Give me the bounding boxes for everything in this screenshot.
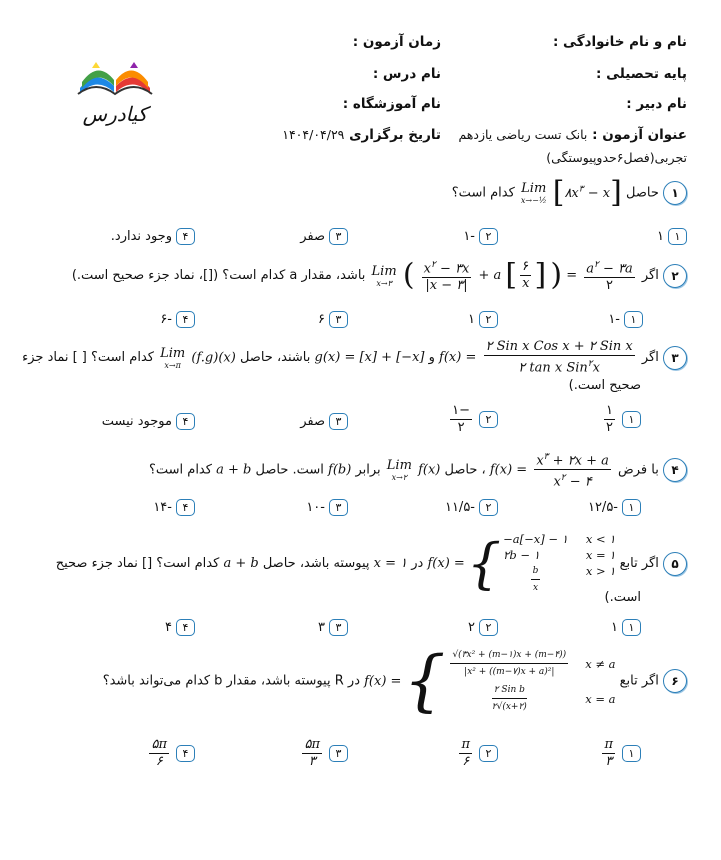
option-text: صفر: [300, 414, 325, 429]
option-1[interactable]: [588, 499, 641, 516]
option-number: ۱: [622, 499, 641, 516]
option-number: ۱: [622, 411, 641, 428]
option-number: ۱: [668, 228, 687, 245]
option-3[interactable]: [318, 311, 348, 328]
question-text: با فرض: [618, 462, 659, 478]
option-text: ۱: [611, 620, 618, 635]
logo-text: کیادرس: [82, 102, 148, 126]
option-1[interactable]: ۱ $\frac{\pi}{۳}$: [599, 738, 641, 769]
option-number: ۲: [479, 228, 498, 245]
option-text: -۶: [160, 312, 172, 327]
question-text-mid: باشند، حاصل: [239, 350, 311, 366]
option-number: ۱: [622, 619, 641, 636]
question-3: ۳ اگر f(x) = $\frac{\text{۲ Sin x Cos x + ۲ Sin x}}{۲ \tan x Sin^۲x}$ و g(x) = [x] + [−x] باشند، حاصل Lim x→π (f.g)(x) کدام است؟ [ ] نماد جزء: [22, 340, 687, 375]
question-text: اگر: [641, 268, 659, 284]
option-number: ۴: [176, 499, 195, 516]
option-number: ۴: [176, 745, 195, 762]
option-number: ۳: [329, 499, 348, 516]
question-5: ۵ اگر تابع f(x) = { −a[−x] − ۱ x < ۱ ۲b − ۱ x = ۱ $\frac{b}{x}$ x > ۱ در x = ۱ پیوسته باشد، حاصل a + b کدام است؟ [] نماد جزء صحیح: [56, 532, 687, 595]
option-3[interactable]: ۳ $\frac{۵\pi}{۳}$: [299, 738, 348, 769]
option-4[interactable]: [165, 619, 195, 636]
option-text: وجود ندارد.: [110, 229, 172, 244]
question-text: اگر تابع: [619, 673, 659, 689]
option-4[interactable]: [153, 499, 195, 516]
question-1: [451, 175, 687, 210]
option-text: -۱۱/۵: [444, 500, 475, 515]
formula: Lim x→−½ $[۸x^۳ - x]$: [520, 175, 622, 210]
option-1[interactable]: [657, 228, 687, 245]
option-3[interactable]: [300, 228, 348, 245]
question-and: و: [428, 350, 435, 366]
option-text: ۲: [468, 620, 475, 635]
option-4[interactable]: ۴ $\frac{۵\pi}{۶}$: [146, 738, 195, 769]
exam-title-value: بانک تست ریاضی یازدهم: [458, 127, 588, 142]
option-number: ۲: [479, 619, 498, 636]
question-text-end: کدام است؟ [ ] نماد جزء: [22, 350, 154, 366]
option-3[interactable]: [300, 413, 348, 430]
question-text-mid: ، حاصل: [444, 462, 486, 478]
date-label: تاریخ برگزاری: [349, 127, 441, 143]
question-2: [72, 258, 687, 293]
question-text-end: کدام است؟ [] نماد جزء صحیح: [55, 556, 220, 571]
limit-operator: Lim x→π: [160, 345, 186, 370]
option-3[interactable]: [306, 499, 348, 516]
option-text: ۱: [468, 312, 475, 327]
option-2[interactable]: [468, 619, 498, 636]
option-text: موجود نیست: [101, 414, 172, 429]
option-number: ۳: [329, 619, 348, 636]
teacher-label: نام دبیر :: [626, 96, 687, 112]
date-value: ۱۴۰۴/۰۴/۲۹: [282, 127, 345, 142]
option-number: ۲: [479, 745, 498, 762]
exam-date: [282, 127, 441, 143]
question-number: ۲: [663, 264, 687, 288]
option-text: -۱۰: [306, 500, 325, 515]
exam-title-value2: تجربی(فصل۶حدوپیوستگی): [546, 150, 687, 165]
option-text: ۶: [318, 312, 325, 327]
question-text-mid: در: [411, 556, 424, 571]
school-label: نام آموزشگاه :: [342, 96, 441, 112]
question-number: ۳: [663, 346, 687, 370]
option-text: ۱: [657, 229, 664, 244]
option-number: ۲: [479, 499, 498, 516]
question-4: ۴ با فرض f(x) = $\frac{x^۳ + ۲x + a}{x^۲ - ۴}$ ، حاصل Lim x→۲ f(x) برابر f(b) است. حاصل a + b کدام است؟: [149, 450, 687, 490]
course-label: نام درس :: [372, 66, 441, 82]
question-text-mid2: برابر: [355, 462, 381, 478]
option-2[interactable]: [468, 311, 498, 328]
question-text: اگر تابع: [619, 556, 659, 571]
limit-operator: Lim x→۳: [371, 263, 397, 288]
logo: [72, 48, 158, 134]
option-4[interactable]: [102, 413, 195, 430]
option-3[interactable]: [318, 619, 348, 636]
question-number: ۱: [663, 181, 687, 205]
option-text: -۱۴: [153, 500, 172, 515]
option-number: ۳: [329, 311, 348, 328]
option-text: ۳: [318, 620, 325, 635]
formula: Lim x→۳ ( $\frac{x^۲ - ۳x}{|x - ۳|}$ + a [ $\frac{۶}{x}$ ] ) = $\frac{a^۲ - ۳a}{۲}$: [371, 257, 633, 294]
option-1[interactable]: ۱ $\frac{۱}{۲}$: [601, 404, 641, 435]
exam-title-label: عنوان آزمون :: [592, 127, 687, 143]
option-text: ۴: [165, 620, 172, 635]
option-text: -۱: [608, 312, 620, 327]
question-number: ۵: [663, 552, 687, 576]
question-text-post: است. حاصل: [255, 462, 324, 478]
option-number: ۲: [479, 311, 498, 328]
exam-title: [458, 127, 687, 143]
question-text-end: کدام است؟: [148, 462, 212, 478]
option-2[interactable]: [445, 499, 498, 516]
question-text-end: کدام است؟: [451, 185, 515, 201]
family-label: نام و نام خانوادگی :: [552, 34, 687, 50]
question-number: ۶: [663, 669, 687, 693]
option-4[interactable]: [111, 228, 195, 245]
option-2[interactable]: ۲ $\frac{\pi}{۶}$: [456, 738, 498, 769]
question-text-end: در R پیوسته باشد، مقدار b کدام می‌تواند باشد؟: [102, 673, 360, 689]
question-text-mid2: پیوسته باشد، حاصل: [262, 556, 370, 571]
question-number: ۴: [663, 458, 687, 482]
option-number: ۳: [329, 413, 348, 430]
option-number: ۳: [329, 745, 348, 762]
option-number: ۲: [479, 411, 498, 428]
question-3-line2: صحیح است.): [568, 378, 641, 393]
option-text: صفر: [300, 229, 325, 244]
option-4[interactable]: [160, 311, 195, 328]
limit-operator: Lim x→−½: [520, 181, 547, 205]
option-text: -۱۲/۵: [587, 500, 618, 515]
option-number: ۳: [329, 228, 348, 245]
option-2[interactable]: [463, 228, 498, 245]
grade-label: پایه تحصیلی :: [596, 66, 687, 82]
option-1[interactable]: [611, 619, 641, 636]
option-2[interactable]: ۲ $\frac{-۱}{۲}$: [447, 404, 498, 435]
option-text: -۱: [463, 229, 475, 244]
question-5-line2: است.): [604, 590, 641, 605]
exam-time-label: زمان آزمون :: [352, 34, 441, 50]
limit-operator: Lim x→۲: [386, 457, 412, 482]
option-number: ۴: [176, 228, 195, 245]
question-text-end: باشد، مقدار a کدام است؟ ([]، نماد جزء صحیح است.): [71, 268, 366, 284]
question-6: ۶ اگر تابع f(x) = { $\frac{\text{√(۳x² + (m−۱)x + (m−۴))}}{\text{|x² + ((m−۷)x + a)²|}}$ x ≠ a $\frac{\text{۲ Sin b}}{۲√(x+۲)}$ x = a در R پیوسته باشد، مقدار b کدام می‌تواند باشد؟: [103, 648, 687, 714]
option-number: ۴: [176, 311, 195, 328]
question-text: اگر: [641, 350, 659, 366]
option-number: ۱: [624, 311, 643, 328]
option-number: ۴: [176, 413, 195, 430]
question-text: حاصل: [625, 185, 659, 201]
option-number: ۱: [622, 745, 641, 762]
option-1[interactable]: [608, 311, 643, 328]
option-number: ۴: [176, 619, 195, 636]
